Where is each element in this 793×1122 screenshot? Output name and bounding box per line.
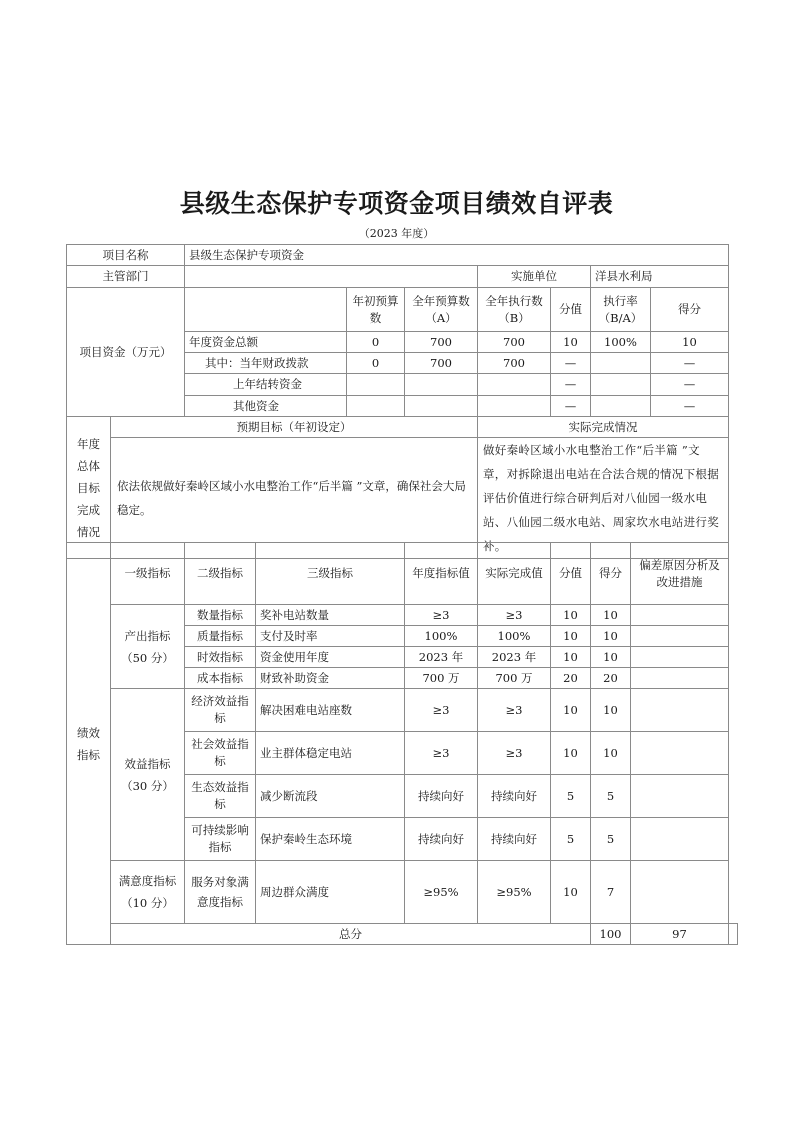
ind-header: 实际完成值: [478, 543, 551, 605]
actual-result: 做好秦岭区域小水电整治工作“后半篇 ”文章，对拆除退出电站在合法合规的情况下根据评估价值进行综合研判后对八仙园一级水电站、八仙园二级水电站、周家坎水电站进行奖补。: [478, 438, 729, 559]
dept-row: [67, 266, 729, 288]
funds-row-name: 其他资金: [185, 396, 347, 417]
funds-label: 项目资金（万元）: [67, 288, 185, 417]
funds-exec: [478, 374, 551, 396]
actual-header: 实际完成情况: [478, 417, 729, 438]
target-value: 2023 年: [405, 647, 478, 668]
l3-indicator: 财致补助资金: [256, 668, 405, 689]
funds-score: —: [651, 353, 729, 374]
l2-indicator: 生态效益指标: [185, 775, 256, 818]
total-note: [729, 924, 738, 945]
total-label: 总分: [111, 924, 591, 945]
project-name-value: 县级生态保护专项资金: [185, 245, 729, 266]
total-row: [67, 924, 738, 945]
score-value: 10: [551, 605, 591, 626]
funds-header: 执行率（B/A）: [591, 288, 651, 332]
l3-indicator: 支付及时率: [256, 626, 405, 647]
funds-row-name: 上年结转资金: [185, 374, 347, 396]
goals-table: [66, 416, 729, 559]
ind-header: 三级指标: [256, 543, 405, 605]
expected-goal: 依法依规做好秦岭区域小水电整治工作“后半篇 ”文章，确保社会大局稳定。: [111, 438, 478, 559]
target-value: ≥3: [405, 689, 478, 732]
target-value: 持续向好: [405, 818, 478, 861]
actual-value: 100%: [478, 626, 551, 647]
funds-score-val: 10: [551, 332, 591, 353]
indicator-row: [67, 605, 738, 626]
total-score: 97: [631, 924, 729, 945]
deviation-note: [631, 818, 729, 861]
funds-budget: [405, 396, 478, 417]
deviation-note: [631, 861, 729, 924]
actual-value: ≥3: [478, 689, 551, 732]
score-value: 10: [551, 626, 591, 647]
indicator-row: [67, 861, 738, 924]
funds-score: 10: [651, 332, 729, 353]
funds-score-val: —: [551, 353, 591, 374]
score-value: 10: [551, 689, 591, 732]
actual-value: 2023 年: [478, 647, 551, 668]
funds-initial: 0: [347, 332, 405, 353]
funds-rate: [591, 396, 651, 417]
l3-indicator: 业主群体稳定电站: [256, 732, 405, 775]
dept-label: 主管部门: [67, 266, 185, 288]
score-value: 10: [551, 732, 591, 775]
expected-header: 预期目标（年初设定）: [111, 417, 478, 438]
indicators-label: 绩效指标: [67, 543, 111, 945]
actual-value: 持续向好: [478, 818, 551, 861]
ind-header: 得分: [591, 543, 631, 605]
target-value: 700 万: [405, 668, 478, 689]
goals-label: 年度总体目标完成情况: [67, 417, 111, 559]
impl-label: 实施单位: [478, 266, 591, 288]
dept-value: [185, 266, 478, 288]
score-value: 20: [551, 668, 591, 689]
deviation-note: [631, 605, 729, 626]
l2-indicator: 成本指标: [185, 668, 256, 689]
l2-indicator: 质量指标: [185, 626, 256, 647]
actual-value: ≥3: [478, 732, 551, 775]
score: 10: [591, 689, 631, 732]
funds-score: —: [651, 396, 729, 417]
actual-value: 持续向好: [478, 775, 551, 818]
funds-initial: [347, 374, 405, 396]
target-value: ≥3: [405, 732, 478, 775]
l3-indicator: 解决困难电站座数: [256, 689, 405, 732]
l2-indicator: 服务对象满意度指标: [185, 861, 256, 924]
score-value: 5: [551, 775, 591, 818]
score: 5: [591, 775, 631, 818]
ind-header: 年度指标值: [405, 543, 478, 605]
goals-header-row: [67, 417, 729, 438]
ind-header: 二级指标: [185, 543, 256, 605]
score-value: 10: [551, 861, 591, 924]
group-name: 满意度指标（10 分）: [111, 861, 185, 924]
l3-indicator: 资金使用年度: [256, 647, 405, 668]
l2-indicator: 经济效益指标: [185, 689, 256, 732]
group-name: 效益指标（30 分）: [111, 689, 185, 861]
page-title: 县级生态保护专项资金项目绩效自评表: [179, 189, 614, 218]
funds-row-name: 其中：当年财政拨款: [185, 353, 347, 374]
funds-rate: [591, 374, 651, 396]
l2-indicator: 数量指标: [185, 605, 256, 626]
funds-budget: [405, 374, 478, 396]
funds-rate: 100%: [591, 332, 651, 353]
score: 10: [591, 605, 631, 626]
l2-indicator: 可持续影响指标: [185, 818, 256, 861]
score: 5: [591, 818, 631, 861]
total-score-value: 100: [591, 924, 631, 945]
funds-budget: 700: [405, 353, 478, 374]
funds-header: 全年执行数（B）: [478, 288, 551, 332]
project-name-row: [67, 245, 729, 266]
funds-row-name: 年度资金总额: [185, 332, 347, 353]
deviation-note: [631, 775, 729, 818]
score: 10: [591, 647, 631, 668]
target-value: 100%: [405, 626, 478, 647]
target-value: ≥95%: [405, 861, 478, 924]
funds-budget: 700: [405, 332, 478, 353]
funds-header: 年初预算数: [347, 288, 405, 332]
funds-exec: 700: [478, 353, 551, 374]
actual-value: ≥3: [478, 605, 551, 626]
funds-score: —: [651, 374, 729, 396]
deviation-note: [631, 626, 729, 647]
indicators-header-row: [67, 543, 738, 605]
funds-initial: 0: [347, 353, 405, 374]
deviation-note: [631, 647, 729, 668]
score-value: 5: [551, 818, 591, 861]
score: 10: [591, 732, 631, 775]
l2-indicator: 时效指标: [185, 647, 256, 668]
page-subtitle: （2023 年度）: [358, 227, 435, 240]
funds-header: 得分: [651, 288, 729, 332]
impl-value: 洋县水利局: [591, 266, 729, 288]
target-value: ≥3: [405, 605, 478, 626]
funds-exec: [478, 396, 551, 417]
funds-rate: [591, 353, 651, 374]
indicator-row: [67, 689, 738, 732]
l2-indicator: 社会效益指标: [185, 732, 256, 775]
funds-score-val: —: [551, 374, 591, 396]
funds-header-row: [67, 288, 729, 332]
ind-header: 一级指标: [111, 543, 185, 605]
actual-value: 700 万: [478, 668, 551, 689]
deviation-note: [631, 668, 729, 689]
ind-header: 偏差原因分析及改进措施: [631, 543, 729, 605]
l3-indicator: 周边群众满度: [256, 861, 405, 924]
funds-exec: 700: [478, 332, 551, 353]
deviation-note: [631, 732, 729, 775]
l3-indicator: 保护秦岭生态环境: [256, 818, 405, 861]
funds-table: [66, 244, 729, 417]
score: 20: [591, 668, 631, 689]
funds-header-blank: [185, 288, 347, 332]
indicators-table: [66, 542, 738, 945]
project-name-label: 项目名称: [67, 245, 185, 266]
funds-header: 分值: [551, 288, 591, 332]
l3-indicator: 减少断流段: [256, 775, 405, 818]
funds-initial: [347, 396, 405, 417]
score-value: 10: [551, 647, 591, 668]
l3-indicator: 奖补电站数量: [256, 605, 405, 626]
score: 10: [591, 626, 631, 647]
deviation-note: [631, 689, 729, 732]
goals-content-row: [67, 438, 729, 559]
actual-value: ≥95%: [478, 861, 551, 924]
funds-score-val: —: [551, 396, 591, 417]
funds-header: 全年预算数（A）: [405, 288, 478, 332]
target-value: 持续向好: [405, 775, 478, 818]
ind-header: 分值: [551, 543, 591, 605]
group-name: 产出指标（50 分）: [111, 605, 185, 689]
score: 7: [591, 861, 631, 924]
